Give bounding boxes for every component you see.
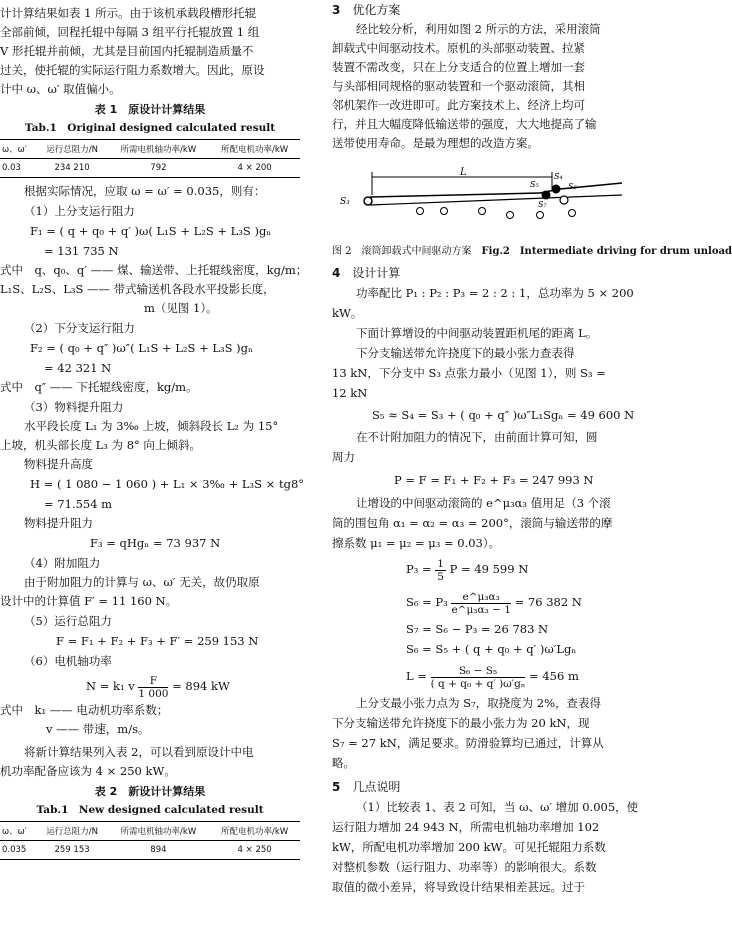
roller	[417, 208, 424, 215]
subsection-heading: （3）物料提升阻力	[24, 400, 124, 414]
table1-header: 所需电机轴功率/kW	[108, 140, 210, 159]
table1-header: 所配电机功率/kW	[209, 140, 300, 159]
subsection-heading: （5）运行总阻力	[24, 614, 112, 628]
paragraph: 根据实际情况，应取 ω = ω′ = 0.035，则有：	[24, 184, 266, 198]
paragraph: 上分支最小张力点为 S₇，取挠度为 2%，查表得	[356, 696, 602, 710]
equation: S₅ ≈ S₄ = S₃ + ( q₀ + q″ )ω″L₁Sgₙ = 49 600 N	[372, 408, 635, 422]
equation-result: = 131 735 N	[44, 244, 119, 258]
section-heading	[332, 263, 644, 283]
tail-drum	[364, 197, 372, 205]
table1-caption-en: Tab.1 Original designed calculated result	[24, 122, 276, 134]
table2-cell: 894	[108, 841, 210, 860]
paragraph: 让增设的中间驱动滚筒的 e^μ₃α₃ 值用足（3 个滚	[356, 496, 611, 510]
paragraph: 上坡，机头部长度 L₃ 为 8° 向上倾斜。	[0, 438, 201, 452]
eq7-lhs: L =	[406, 669, 427, 683]
paragraph: 经比较分析，利用如图 2 所示的方法，采用滚筒	[356, 22, 601, 36]
table2-header: 所需电机轴功率/kW	[108, 822, 210, 841]
label-S5: S₅	[530, 180, 539, 189]
paragraph: 设计中的计算值 F′ = 11 160 N。	[0, 594, 178, 608]
equation: F = F₁ + F₂ + F₃ + F′ = 259 153 N	[56, 634, 259, 648]
definition: 式中 q″ —— 下托辊线密度，kg/m。	[0, 380, 198, 394]
fraction-numerator: 1	[437, 557, 444, 570]
eq3-rhs: P = 49 599 N	[449, 562, 529, 576]
section-heading	[332, 0, 644, 20]
paragraph: 物料提升高度	[24, 457, 93, 471]
table1-cell: 0.03	[0, 159, 37, 178]
paragraph: 由于附加阻力的计算与 ω、ω′ 无关，故仍取原	[24, 575, 260, 589]
equation: F₃ = qHgₙ = 73 937 N	[90, 536, 221, 550]
eq6-rhs: = 894 kW	[172, 679, 230, 693]
section-title: 优化方案	[352, 3, 401, 17]
table2-caption-cn: 表 2 新设计计算结果	[94, 785, 206, 798]
figure-caption-en: Fig.2 Intermediate driving for drum unload	[481, 246, 732, 257]
eq4-lhs: S₆ = P₃	[406, 595, 448, 609]
table1-cell: 234 210	[37, 159, 108, 178]
intro-line-5: 计中 ω、ω′ 取值偏小。	[0, 82, 121, 96]
fraction	[451, 591, 511, 616]
paragraph: kW，所配电机功率增加 200 kW。可见托辊阻力系数	[332, 840, 606, 854]
equation: S₇ = S₆ − P₃ = 26 783 N	[406, 622, 549, 636]
roller	[507, 212, 514, 219]
paragraph: S₇ = 27 kN，满足要求。防滑验算均已通过，计算从	[332, 736, 604, 750]
bend-drum	[560, 196, 568, 204]
equation-result: = 42 321 N	[44, 361, 112, 375]
paragraph: 送带使用寿命。是最为理想的改造方案。	[332, 136, 539, 150]
figure-caption-cn: 图 2 滚筒卸载式中间驱动方案	[332, 246, 472, 257]
paragraph: 下面计算增设的中间驱动装置距机尾的距离 L。	[356, 326, 598, 340]
table2-cell: 259 153	[37, 841, 108, 860]
equation-S6	[332, 585, 644, 619]
drive-drum	[552, 185, 561, 194]
paragraph: 邻机架作一改进即可。此方案技术上、经济上均可	[332, 98, 585, 112]
paragraph: 将新计算结果列入表 2，可以看到原设计中电	[24, 745, 254, 759]
table2-cell: 4 × 250	[209, 841, 300, 860]
fraction	[431, 665, 526, 690]
paragraph: 在不计附加阻力的情况下，由前面计算可知，圆	[356, 430, 598, 444]
fraction	[138, 675, 168, 700]
definition: m（见图 1）。	[144, 301, 218, 315]
equation-result: = 71.554 m	[44, 497, 113, 511]
paragraph: 装置不需改变，只在上分支适合的位置上增加一套	[332, 60, 585, 74]
rollers	[417, 208, 576, 219]
equation: S₆ = S₅ + ( q + q₀ + q′ )ω′Lgₙ	[406, 642, 577, 656]
table2-header: ω、ω′	[0, 822, 37, 841]
intro-line-2: 全部前倾，回程托辊中每隔 3 组平行托辊放置 1 组	[0, 25, 260, 39]
paragraph: 水平段长度 L₁ 为 3‰ 上坡，倾斜段长 L₂ 为 15°	[24, 419, 279, 433]
definition: 式中 k₁ —— 电动机功率系数；	[0, 703, 169, 717]
paragraph: 机功率配备应该为 4 × 250 kW。	[0, 764, 176, 778]
paragraph: 13 kN，下分支中 S₃ 点张力最小（见图 1），则 S₃ =	[332, 366, 606, 380]
section-number: 4	[332, 266, 341, 280]
paragraph: 12 kN	[332, 386, 368, 400]
eq7-rhs: = 456 m	[529, 669, 579, 683]
table2-header: 运行总阻力/N	[37, 822, 108, 841]
section-number: 3	[332, 3, 341, 17]
paragraph: （1）比较表 1、表 2 可知，当 ω、ω′ 增加 0.005，使	[356, 800, 639, 814]
table2-cell: 0.035	[0, 841, 37, 860]
section-title: 几点说明	[352, 780, 401, 794]
section-title: 设计计算	[352, 266, 401, 280]
drive-drum	[542, 191, 551, 200]
fraction-numerator: F	[138, 675, 168, 688]
equation-P3	[332, 553, 644, 585]
equation: P = F = F₁ + F₂ + F₃ = 247 993 N	[394, 473, 594, 487]
table1-header: ω、ω′	[0, 140, 37, 159]
roller	[479, 208, 486, 215]
conveyor-diagram	[332, 167, 632, 245]
subsection-heading: （2）下分支运行阻力	[24, 321, 135, 335]
table1-caption-cn: 表 1 原设计计算结果	[94, 103, 206, 116]
label-S6: S₆	[568, 182, 577, 191]
paragraph: kW。	[332, 306, 363, 320]
paragraph: 略。	[332, 756, 355, 770]
label-L: L	[460, 167, 467, 178]
upper-belt	[370, 193, 540, 197]
roller	[569, 210, 576, 217]
paragraph: 对整机参数（运行阻力、功率等）的影响很大。系数	[332, 860, 597, 874]
paragraph: 功率配比 P₁ : P₂ : P₃ = 2 : 2 : 1，总功率为 5 × 200	[356, 286, 634, 300]
definition: L₁S、L₂S、L₃S —— 带式输送机各段水平投影长度，	[0, 282, 275, 296]
label-S7: S₇	[538, 200, 547, 209]
equation-power	[0, 671, 300, 701]
roller	[441, 208, 448, 215]
subsection-heading: （4）附加阻力	[24, 556, 101, 570]
paragraph: 下分支输送带允许挠度下的最小张力查表得	[356, 346, 575, 360]
equation: F₁ = ( q + q₀ + q′ )ω( L₁S + L₂S + L₃S )gₙ	[30, 224, 272, 238]
fraction-numerator: e^μ₃α₃	[451, 591, 511, 604]
intro-line-4: 过关，使托辊的实际运行阻力系数增大。因此，原设	[0, 63, 265, 77]
equation: F₂ = ( q₀ + q″ )ω″( L₁S + L₂S + L₃S )gₙ	[30, 341, 253, 355]
right-column	[332, 0, 732, 897]
paragraph: 运行阻力增加 24 943 N，所需电机轴功率增加 102	[332, 820, 600, 834]
paragraph: 与头部相同规格的驱动装置和一个驱动滚筒，其相	[332, 79, 585, 93]
paragraph: 行，并且大幅度降低输送带的强度，大大地提高了输	[332, 117, 597, 131]
table2-caption-en: Tab.1 New designed calculated result	[36, 804, 264, 816]
paragraph: 筒的围包角 α₁ = α₂ = α₃ = 200°，滚筒与输送带的摩	[332, 516, 613, 530]
table1-header: 运行总阻力/N	[37, 140, 108, 159]
eq6-lhs: N = k₁ v	[86, 679, 135, 693]
intro-line-1: 计计算结果如表 1 所示。由于该机承载段槽形托辊	[0, 6, 257, 20]
table-row	[0, 841, 300, 860]
paragraph: 周力	[332, 450, 355, 464]
paragraph: 卸载式中间驱动技术。原机的头部驱动装置、拉紧	[332, 41, 585, 55]
fraction	[435, 558, 446, 583]
equation-L	[332, 659, 644, 693]
subsection-heading: （1）上分支运行阻力	[24, 204, 135, 218]
equation: H = ( 1 080 − 1 060 ) + L₁ × 3‰ + L₃S × tg8°	[30, 477, 305, 491]
table2-header: 所配电机功率/kW	[209, 822, 300, 841]
table1-cell: 792	[108, 159, 210, 178]
table2	[0, 821, 300, 860]
section-heading	[332, 777, 644, 797]
definition: v —— 带速，m/s。	[46, 722, 150, 736]
label-S4: S₄	[554, 172, 563, 181]
eq4-rhs: = 76 382 N	[514, 595, 582, 609]
table1	[0, 139, 300, 178]
paragraph: 取值的微小差异，将导致设计结果相差甚远。过于	[332, 880, 585, 894]
fraction-denominator: e^μ₃α₃ − 1	[451, 603, 511, 616]
table1-cell: 4 × 200	[209, 159, 300, 178]
intro-line-3: V 形托辊并前倾，尤其是目前国内托辊制造质量不	[0, 44, 254, 58]
fraction-numerator: S₆ − S₅	[431, 665, 526, 678]
fraction-denominator: 5	[437, 570, 444, 583]
eq3-lhs: P₃ =	[406, 562, 432, 576]
figure-caption	[332, 245, 732, 259]
paragraph: 下分支输送带允许挠度下的最小张力为 20 kN，现	[332, 716, 590, 730]
roller	[537, 212, 544, 219]
paragraph: 物料提升阻力	[24, 516, 93, 530]
section-number: 5	[332, 780, 341, 794]
left-column	[0, 0, 308, 860]
label-S3: S₃	[340, 197, 350, 207]
fraction-denominator: ( q + q₀ + q′ )ω′gₙ	[430, 677, 526, 690]
paragraph: 擦系数 μ₁ = μ₂ = μ₃ = 0.03）。	[332, 536, 501, 550]
fraction-denominator: 1 000	[138, 687, 169, 700]
definition: 式中 q、q₀、q′ —— 煤、输送带、上托辊线密度，kg/m；	[0, 263, 308, 277]
table-row	[0, 159, 300, 178]
subsection-heading: （6）电机轴功率	[24, 654, 112, 668]
